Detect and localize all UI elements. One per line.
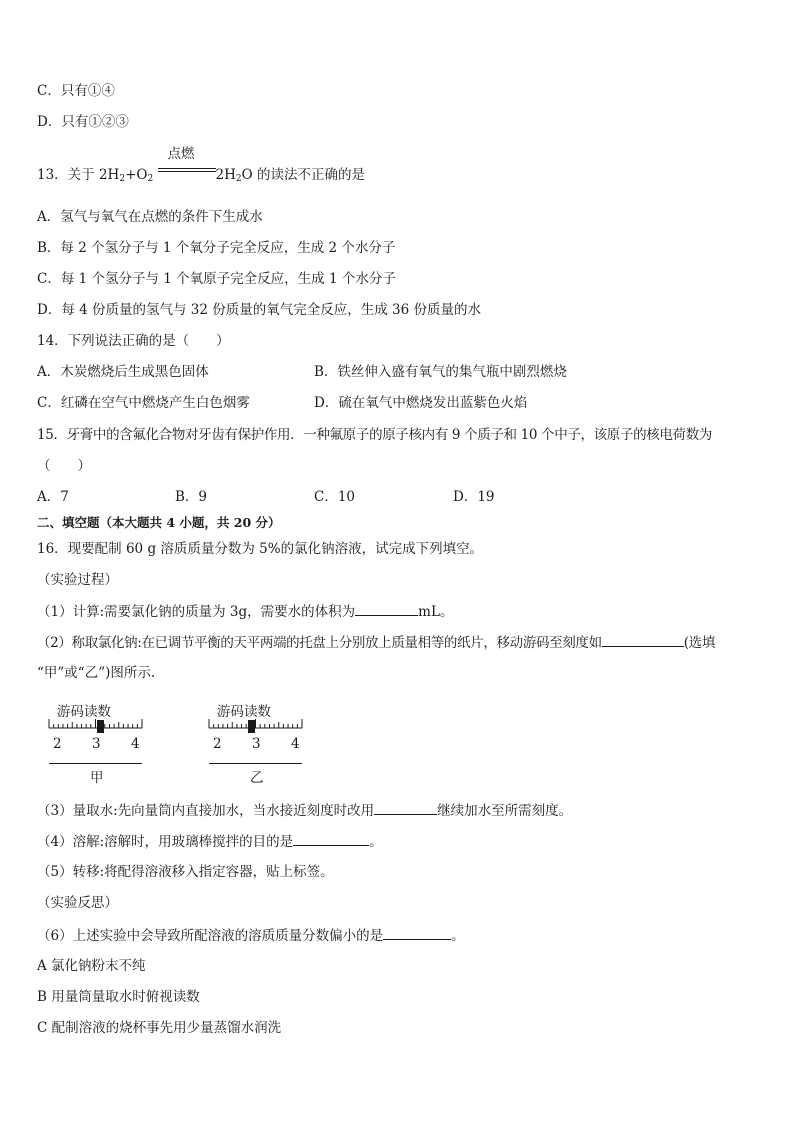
rider-scale-figure-jia [47, 700, 157, 790]
q16-step6-end: 。 [451, 928, 465, 944]
answer-blank[interactable] [374, 801, 437, 815]
q16-step2-text: （2）称取氯化钠:在已调节平衡的天平两端的托盘上分别放上质量相等的纸片，移动游码至刻度如 [37, 635, 602, 651]
subscript: 2 [235, 174, 242, 184]
q14-stem: 14．下列说法正确的是（ ） [37, 333, 230, 349]
q16-stem: 16．现要配制 60 g 溶质质量分数为 5%的氯化钠溶液，试完成下列填空。 [37, 541, 484, 557]
q15-option-c: C．10 [314, 489, 356, 505]
q16-step2-choice: (选填 [683, 635, 715, 651]
q13-option-c: C．每 1 个氢分子与 1 个氧原子完全反应，生成 1 个水分子 [37, 271, 396, 287]
subscript: 2 [119, 174, 126, 184]
q16-step1-unit: mL。 [418, 604, 454, 620]
q16-step5: （5）转移:将配得溶液移入指定容器，贴上标签。 [37, 864, 334, 880]
q12-option-d: D．只有①②③ [37, 114, 129, 130]
answer-blank[interactable] [383, 926, 451, 940]
q13-stem-post2: O 的读法不正确的是 [241, 167, 365, 183]
q15-option-a: A．7 [37, 489, 69, 505]
q16-step3-text: （3）量取水:先向量筒内直接加水，当水接近刻度时改用 [37, 803, 375, 819]
q12-option-c: C．只有①④ [37, 83, 115, 99]
q13-stem-pre: 13．关于 2H [37, 167, 120, 183]
figure-label-yi: 乙 [250, 770, 264, 786]
q16-process-heading: （实验过程） [37, 572, 118, 588]
q13-stem-mid: +O [125, 167, 148, 183]
q16-step3-text2: 继续加水至所需刻度。 [437, 803, 573, 819]
tick-label: 3 [252, 736, 261, 752]
q16-step1-text: （1）计算:需要氯化钠的质量为 3g，需要水的体积为 [37, 604, 356, 620]
answer-blank[interactable] [602, 633, 684, 647]
q15-option-b: B．9 [175, 489, 208, 505]
q15-stem-cont: （ ） [37, 458, 91, 474]
tick-label: 4 [291, 736, 300, 752]
tick-label: 2 [213, 736, 222, 752]
q16-option-a: A 氯化钠粉末不纯 [37, 958, 146, 974]
q16-step6-text: （6）上述实验中会导致所配溶液的溶质质量分数偏小的是 [37, 928, 384, 944]
q13-option-b: B．每 2 个氢分子与 1 个氧分子完全反应，生成 2 个水分子 [37, 240, 396, 256]
q13-stem [37, 146, 365, 184]
reaction-condition: 点燃 [167, 146, 195, 162]
q16-option-b: B 用量筒量取水时俯视读数 [37, 989, 200, 1005]
scale-ruler [207, 718, 307, 734]
q16-step4-end: 。 [369, 834, 383, 850]
q14-option-d: D．硫在氧气中燃烧发出蓝紫色火焰 [314, 395, 528, 411]
q14-option-c: C．红磷在空气中燃烧产生白色烟雾 [37, 395, 250, 411]
answer-blank[interactable] [293, 832, 369, 846]
q14-option-b: B．铁丝伸入盛有氧气的集气瓶中剧烈燃烧 [314, 364, 567, 380]
q13-option-d: D．每 4 份质量的氢气与 32 份质量的氧气完全反应，生成 36 份质量的水 [37, 302, 482, 318]
q16-option-c: C 配制溶液的烧杯事先用少量蒸馏水润洗 [37, 1020, 282, 1036]
section-heading: 二、填空题（本大题共 4 小题，共 20 分） [37, 515, 281, 530]
scale-caption: 游码读数 [217, 704, 271, 720]
tick-label: 4 [131, 736, 140, 752]
q16-step4 [37, 832, 383, 851]
rider-marker [97, 720, 104, 733]
q16-step1 [37, 602, 453, 621]
q16-reflection-heading: （实验反思） [37, 895, 118, 911]
q16-step2 [37, 633, 715, 652]
scale-ruler [47, 718, 147, 734]
q13-option-a: A．氢气与氧气在点燃的条件下生成水 [37, 209, 263, 225]
reaction-arrow [158, 146, 216, 179]
q16-step2-cont: “甲”或“乙”)图所示. [37, 665, 156, 681]
q16-step6 [37, 926, 465, 945]
q15-option-d: D．19 [453, 489, 495, 505]
tick-label: 3 [92, 736, 101, 752]
figure-label-jia: 甲 [90, 770, 104, 786]
q14-option-a: A．木炭燃烧后生成黑色固体 [37, 364, 209, 380]
tick-label: 2 [53, 736, 62, 752]
q16-step3 [37, 801, 572, 820]
scale-caption: 游码读数 [57, 704, 111, 720]
q13-stem-post: 2H [215, 167, 236, 183]
q16-step4-text: （4）溶解:溶解时，用玻璃棒搅拌的目的是 [37, 834, 294, 850]
answer-blank[interactable] [355, 602, 418, 616]
rider-marker [248, 720, 255, 733]
rider-scale-figure-yi [207, 700, 317, 790]
q15-stem: 15．牙膏中的含氟化合物对牙齿有保护作用．一种氟原子的原子核内有 9 个质子和 10 个中子，该原子的核电荷数为 [37, 427, 713, 443]
subscript: 2 [147, 174, 154, 184]
